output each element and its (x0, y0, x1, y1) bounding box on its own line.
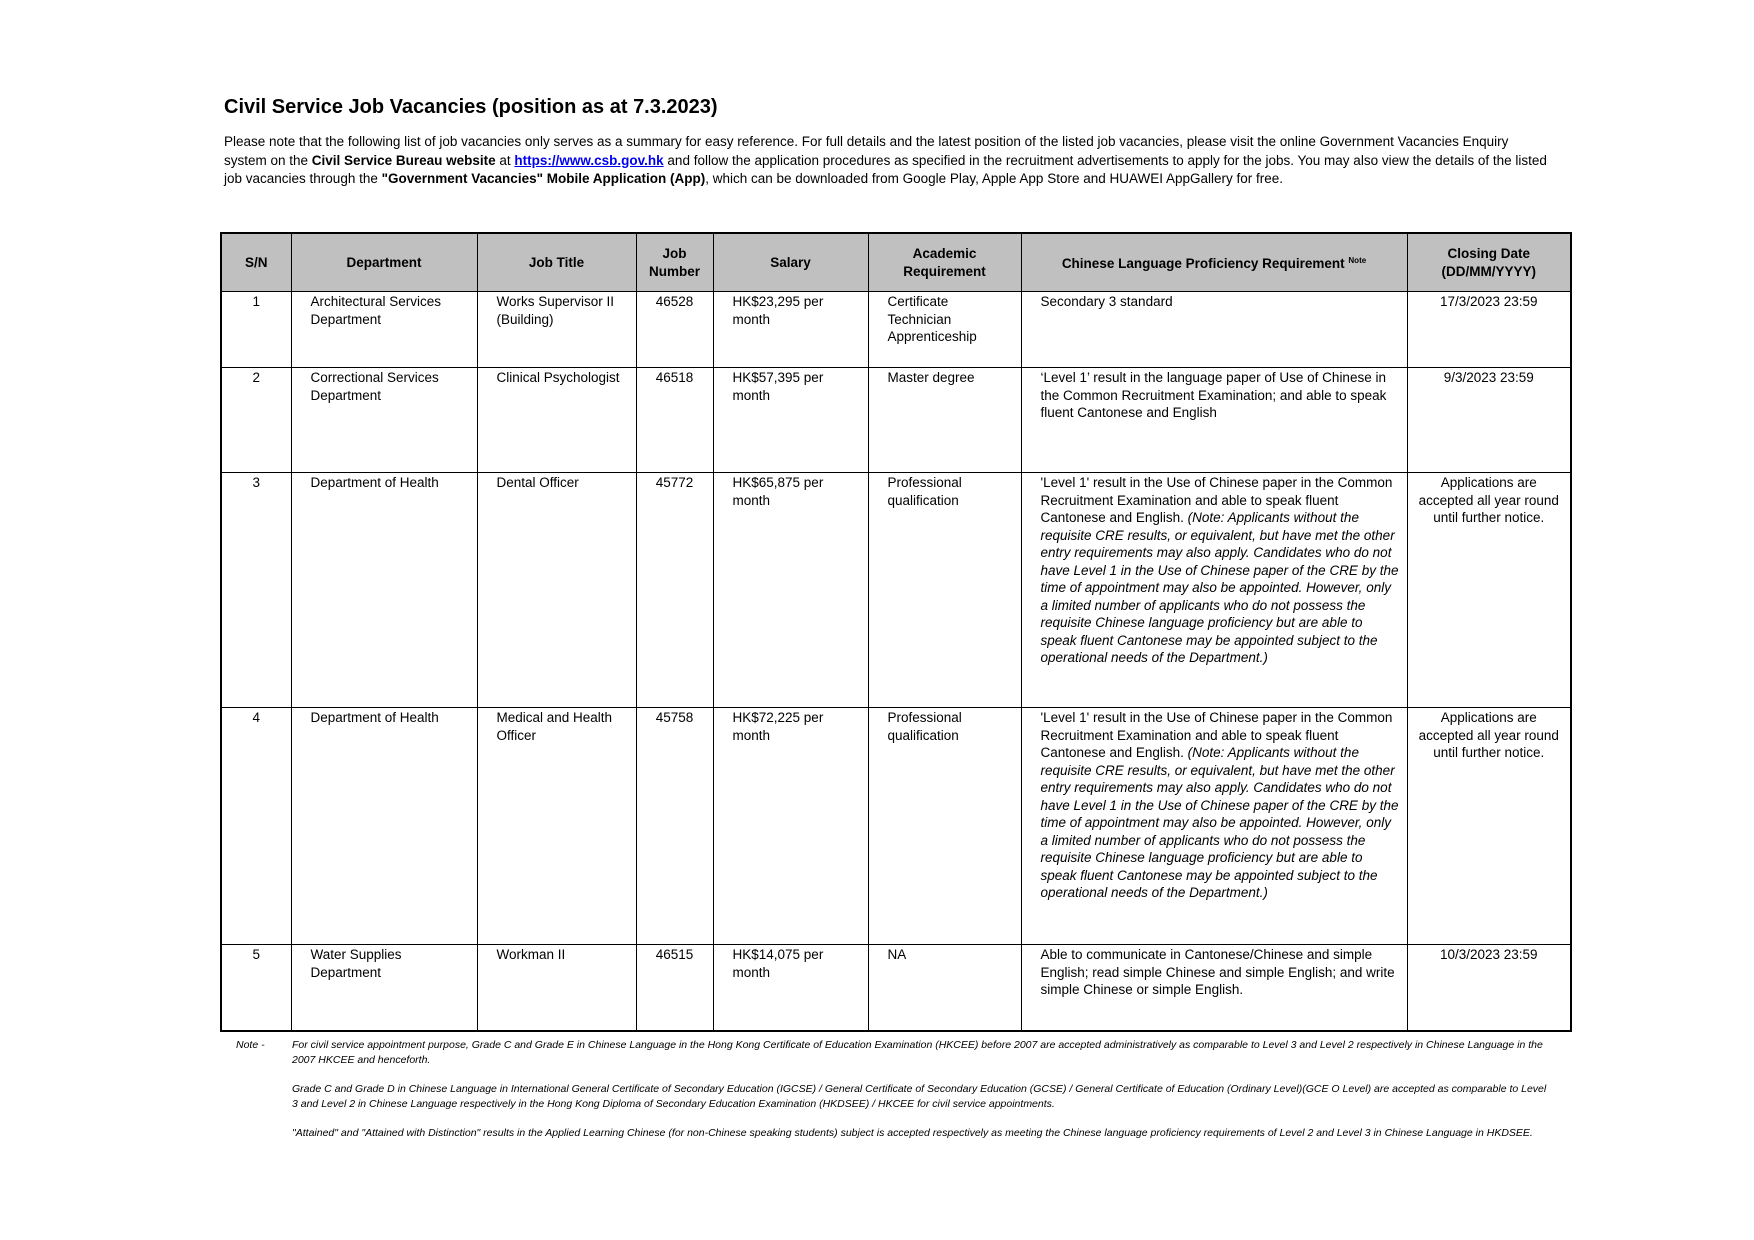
intro-text-2: at (495, 152, 515, 168)
table-row (221, 473, 1571, 708)
chinese-note: (Note: Applicants without the requisite CRE results, or equivalent, but have met the other entry requirements may also apply. Candidates who do not have Level 1 in the Use of Chinese paper of the CRE by the time of appointment may also be appointed. However, only a limited number of applicants who do not possess the requisite Chinese language proficiency but are able to speak fluent Cantonese may be appointed subject to the operational needs of the Department.) (1040, 510, 1399, 665)
cell-job-title: Medical and Health Officer (477, 708, 636, 945)
cell-closing-date: Applications are accepted all year round until further notice. (1407, 708, 1571, 945)
cell-sn: 4 (221, 708, 291, 945)
cell-job-number: 46515 (636, 945, 713, 1031)
intro-paragraph (224, 133, 1554, 189)
header-chinese (1021, 233, 1407, 292)
table-row (221, 945, 1571, 1031)
cell-job-number: 46528 (636, 292, 713, 368)
vacancies-table (220, 232, 1572, 1032)
cell-closing-date: 17/3/2023 23:59 (1407, 292, 1571, 368)
cell-sn: 5 (221, 945, 291, 1031)
note-paragraph-2: Grade C and Grade D in Chinese Language in International General Certificate of Secondary Education (IGCSE) / General Certificate of Secondary Education (GCSE) / General Certificate of Education (Ordinary Level)(GCE O Level) are accepted as comparable to Level 3 and Level 2 in Chinese Language respectively in the Hong Kong Diploma of Secondary Education Examination (HKDSEE) / HKCEE for civil service appointments. (292, 1083, 1547, 1110)
intro-text-1: Please note that the following list of job vacancies only serves as a summary for easy reference. For full details and the latest position of the listed job vacancies, please visit the online Government Vacancies Enquiry system on the (224, 134, 1509, 168)
cell-job-number: 45758 (636, 708, 713, 945)
cell-chinese (1021, 473, 1407, 708)
note-paragraph-1: For civil service appointment purpose, Grade C and Grade E in Chinese Language in the Hong Kong Certificate of Education Examination (HKCEE) before 2007 are accepted administratively as comparable to Level 3 and Level 2 respectively in Chinese Language in the 2007 HKCEE and henceforth. (292, 1039, 1543, 1066)
page-title: Civil Service Job Vacancies (position as at 7.3.2023) (224, 96, 718, 118)
intro-csb-website: Civil Service Bureau website (311, 152, 496, 168)
header-job-title: Job Title (477, 233, 636, 292)
cell-chinese (1021, 292, 1407, 368)
cell-job-number: 46518 (636, 368, 713, 473)
cell-job-number: 45772 (636, 473, 713, 708)
cell-salary: HK$72,225 per month (713, 708, 868, 945)
note-paragraph-3: "Attained" and "Attained with Distinction" results in the Applied Learning Chinese (for non-Chinese speaking students) subject is accepted respectively as meeting the Chinese language proficiency requirements of Level 2 and Level 3 in Chinese Language in HKDSEE. (292, 1127, 1533, 1139)
cell-department: Department of Health (291, 473, 477, 708)
cell-job-title: Works Supervisor II (Building) (477, 292, 636, 368)
cell-closing-date: 9/3/2023 23:59 (1407, 368, 1571, 473)
cell-sn: 1 (221, 292, 291, 368)
cell-job-title: Clinical Psychologist (477, 368, 636, 473)
cell-academic: Professional qualification (868, 473, 1021, 708)
header-chinese-label: Chinese Language Proficiency Requirement (1061, 256, 1345, 271)
header-sn: S/N (221, 233, 291, 292)
cell-department: Water Supplies Department (291, 945, 477, 1031)
footnotes (224, 1038, 1554, 1155)
chinese-note: (Note: Applicants without the requisite CRE results, or equivalent, but have met the other entry requirements may also apply. Candidates who do not have Level 1 in the Use of Chinese paper of the CRE by the time of appointment may also be appointed. However, only a limited number of applicants who do not possess the requisite Chinese language proficiency but are able to speak fluent Cantonese may be appointed subject to the operational needs of the Department.) (1040, 745, 1399, 900)
chinese-requirement: ‘Level 1’ result in the language paper of Use of Chinese in the Common Recruitment Examination; and able to speak fluent Cantonese and English (1040, 370, 1387, 420)
header-academic: Academic Requirement (868, 233, 1021, 292)
cell-salary: HK$65,875 per month (713, 473, 868, 708)
cell-sn: 2 (221, 368, 291, 473)
cell-academic: Certificate Technician Apprenticeship (868, 292, 1021, 368)
chinese-requirement: 'Level 1' result in the Use of Chinese paper in the Common Recruitment Examination and able to speak fluent Cantonese and English. (1040, 710, 1393, 760)
note-label: Note - (236, 1039, 265, 1051)
chinese-requirement: Secondary 3 standard (1040, 294, 1173, 309)
cell-chinese (1021, 368, 1407, 473)
header-job-number: Job Number (636, 233, 713, 292)
cell-job-title: Workman II (477, 945, 636, 1031)
header-closing-date: Closing Date (DD/MM/YYYY) (1407, 233, 1571, 292)
cell-closing-date: Applications are accepted all year round until further notice. (1407, 473, 1571, 708)
intro-text-4: , which can be downloaded from Google Play, Apple App Store and HUAWEI AppGallery for free. (705, 171, 1284, 186)
table-row (221, 368, 1571, 473)
chinese-requirement: 'Level 1' result in the Use of Chinese paper in the Common Recruitment Examination and able to speak fluent Cantonese and English. (1040, 475, 1393, 525)
cell-academic: Master degree (868, 368, 1021, 473)
table-header-row (221, 233, 1571, 292)
cell-salary: HK$23,295 per month (713, 292, 868, 368)
cell-chinese (1021, 708, 1407, 945)
intro-mobile-app: "Government Vacancies" Mobile Application (App) (381, 171, 706, 186)
cell-salary: HK$14,075 per month (713, 945, 868, 1031)
header-salary: Salary (713, 233, 868, 292)
cell-salary: HK$57,395 per month (713, 368, 868, 473)
cell-job-title: Dental Officer (477, 473, 636, 708)
cell-closing-date: 10/3/2023 23:59 (1407, 945, 1571, 1031)
cell-department: Department of Health (291, 708, 477, 945)
cell-academic: NA (868, 945, 1021, 1031)
csb-website-link[interactable]: https://www.csb.gov.hk (514, 152, 664, 168)
header-department: Department (291, 233, 477, 292)
cell-academic: Professional qualification (868, 708, 1021, 945)
table-row (221, 292, 1571, 368)
chinese-requirement: Able to communicate in Cantonese/Chinese and simple English; read simple Chinese and simple English; and write simple Chinese or simple English. (1040, 947, 1395, 997)
intro-text-3: and follow the application procedures as specified in the recruitment advertisements to apply for the jobs. You may also view the details of the listed job vacancies through the (224, 152, 1547, 186)
header-chinese-note-mark: Note (1348, 256, 1367, 265)
table-row (221, 708, 1571, 945)
cell-chinese (1021, 945, 1407, 1031)
cell-department: Correctional Services Department (291, 368, 477, 473)
cell-department: Architectural Services Department (291, 292, 477, 368)
cell-sn: 3 (221, 473, 291, 708)
